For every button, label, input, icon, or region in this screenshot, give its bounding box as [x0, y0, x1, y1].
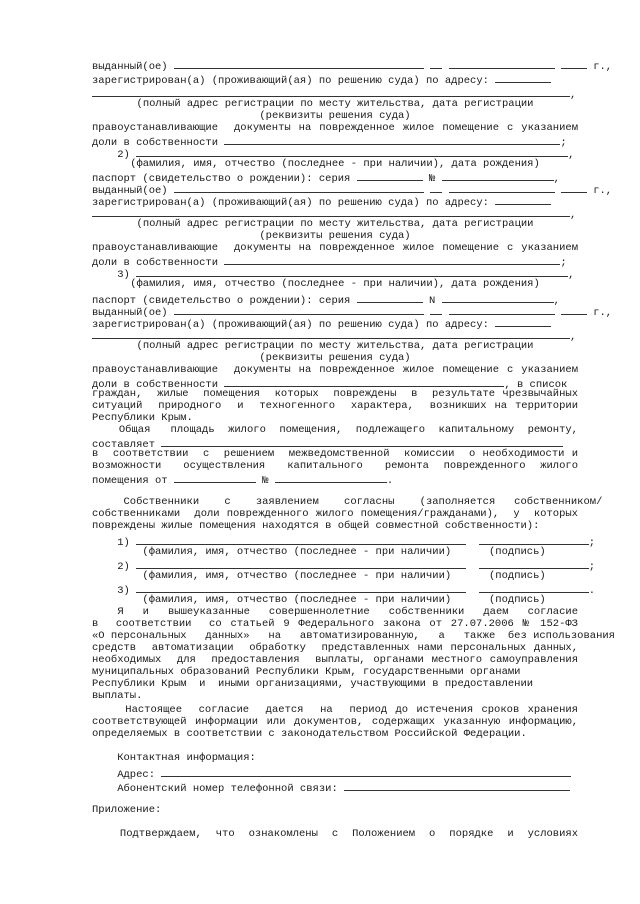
- contact-phone-line: Абонентский номер телефонной связи:: [92, 780, 578, 793]
- registered-line: зарегистрирован(а) (проживающий(ая) по решению суда) по адресу:: [92, 72, 578, 85]
- issued-by-line: выданный(ое) г.,: [92, 182, 578, 195]
- person-2-line: 2) ,: [92, 146, 578, 159]
- consent-line: в соответствии со статьей 9 Федерального закона от 27.07.2006 № 152-ФЗ: [92, 618, 578, 630]
- court-caption: (реквизиты решения суда): [259, 230, 411, 242]
- consent-line: Республики Крым и иными организациями, участвующими в предоставлении: [92, 678, 534, 690]
- list-text-line: граждан, жилые помещения которых повреждены в результате чрезвычайных: [92, 388, 578, 400]
- address-caption: (полный адрес регистрации по месту жительства, дата регистрации: [136, 98, 534, 110]
- blank-line: ,: [92, 206, 578, 219]
- person-3-line: 3) ,: [92, 266, 578, 279]
- passport-line: паспорт (свидетельство о рождении): серия N ,: [92, 292, 578, 305]
- owner-signature-row: 3) .: [92, 582, 578, 595]
- list-text-line: ситуаций природного и техногенного характера, возникших на территории: [92, 400, 578, 412]
- signature-caption: (фамилия, имя, отчество (последнее - при наличии) (подпись): [142, 546, 546, 558]
- share-line: доли в собственности , в список: [92, 376, 578, 389]
- issued-by-line: выданный(ое) г.,: [92, 304, 578, 317]
- confirm-line: Подтверждаем, что ознакомлены с Положением о порядке и условиях: [92, 828, 578, 840]
- area-line: Общая площадь жилого помещения, подлежащего капитальному ремонту,: [92, 424, 578, 436]
- fio-caption: (фамилия, имя, отчество (последнее - при наличии), дата рождения): [130, 158, 540, 170]
- owners-line: повреждены жилые помещения находятся в общей совместной собственности):: [92, 520, 540, 532]
- contact-address-line: Адрес:: [92, 766, 578, 779]
- address-caption: (полный адрес регистрации по месту жительства, дата регистрации: [136, 218, 534, 230]
- address-caption: (полный адрес регистрации по месту жительства, дата регистрации: [136, 340, 534, 352]
- owner-signature-row: 1) ;: [92, 534, 578, 547]
- consent-line: муниципальных образований Республики Крым, государственными органами: [92, 666, 521, 678]
- consent-line: Я и вышеуказанные совершеннолетние собственники даем согласие: [92, 606, 578, 618]
- attachment-label: Приложение:: [92, 804, 162, 816]
- consent-line: средств автоматизации обработку представленных нами персональных данных,: [92, 642, 578, 654]
- consent-line: «О персональных данных» на автоматизированную, а также без использования: [92, 630, 615, 642]
- consent-line: необходимых для предоставления выплаты, органами местного самоуправления: [92, 654, 578, 666]
- fio-caption: (фамилия, имя, отчество (последнее - при наличии), дата рождения): [130, 278, 540, 290]
- decision-date-line: помещения от № .: [92, 472, 578, 485]
- owners-line: Собственники с заявлением согласны (заполняется собственником/: [92, 496, 603, 508]
- court-caption: (реквизиты решения суда): [259, 110, 411, 122]
- docs-line: правоустанавливающие документы на поврежденное жилое помещение с указанием: [92, 242, 578, 254]
- signature-caption: (фамилия, имя, отчество (последнее - при наличии) (подпись): [142, 594, 546, 606]
- blank-line: ,: [92, 328, 578, 341]
- consent-line: выплаты.: [92, 690, 143, 702]
- registered-line: зарегистрирован(а) (проживающий(ая) по решению суда) по адресу:: [92, 316, 578, 329]
- term-line: Настоящее согласие дается на период до истечения сроков хранения: [92, 704, 578, 716]
- area-value-line: составляет: [92, 436, 578, 449]
- registered-line: зарегистрирован(а) (проживающий(ая) по решению суда) по адресу:: [92, 194, 578, 207]
- owner-signature-row: 2) ;: [92, 558, 578, 571]
- court-caption: (реквизиты решения суда): [259, 352, 411, 364]
- list-text-line: Республики Крым.: [92, 412, 193, 424]
- docs-line: правоустанавливающие документы на поврежденное жилое помещение с указанием: [92, 122, 578, 134]
- contact-title: Контактная информация:: [92, 752, 256, 764]
- blank-line: ,: [92, 86, 578, 99]
- docs-line: правоустанавливающие документы на поврежденное жилое помещение с указанием: [92, 364, 578, 376]
- signature-caption: (фамилия, имя, отчество (последнее - при наличии) (подпись): [142, 570, 546, 582]
- issued-by-line: выданный(ое) г.,: [92, 58, 578, 71]
- passport-line: паспорт (свидетельство о рождении): серия № ,: [92, 170, 578, 183]
- decision-line: в соответствии с решением межведомственной комиссии о необходимости и: [92, 448, 578, 460]
- term-line: определяемых в соответствии с законодательством Российской Федерации.: [92, 728, 527, 740]
- owners-line: собственниками доли поврежденного жилого помещения/гражданами), у которых: [92, 508, 578, 520]
- share-line: доли в собственности ;: [92, 134, 578, 147]
- decision-line: возможности осуществления капитального ремонта поврежденного жилого: [92, 460, 578, 472]
- term-line: соответствующей информации или документов, содержащих указанную информацию,: [92, 716, 578, 728]
- share-line: доли в собственности ;: [92, 254, 578, 267]
